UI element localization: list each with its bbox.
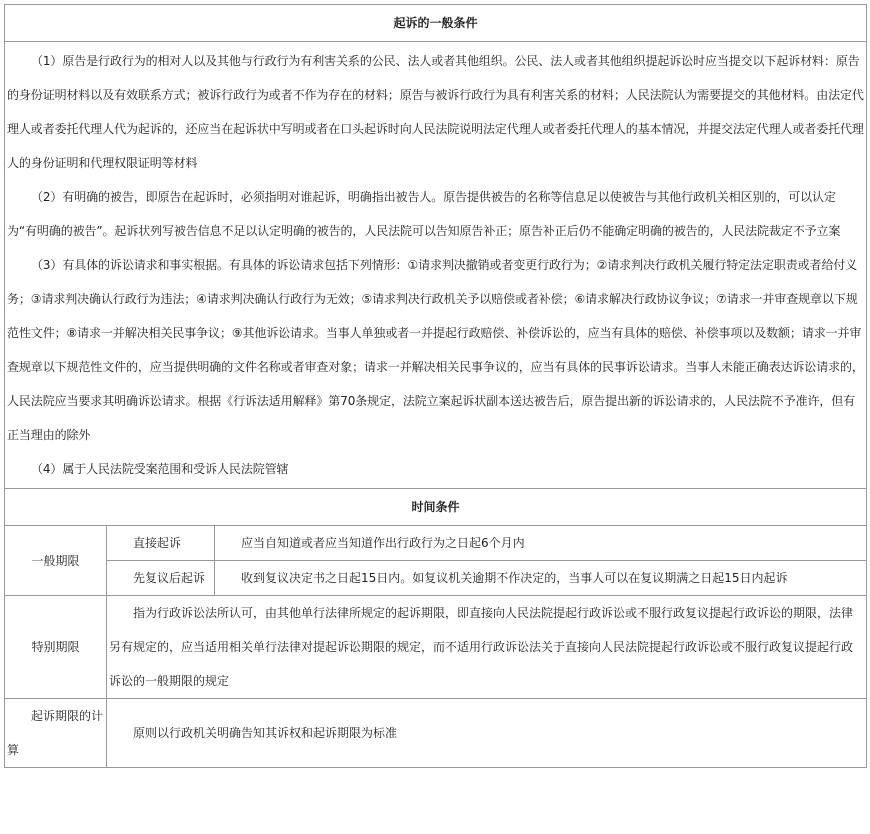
section2-title: 时间条件 <box>5 489 867 526</box>
general-review-row <box>5 561 867 596</box>
direct-suit-label: 直接起诉 <box>107 526 215 561</box>
special-period-row <box>5 596 867 699</box>
condition-paragraph-1: （1）原告是行政行为的相对人以及其他与行政行为有利害关系的公民、法人或者其他组织。公民、法人或者其他组织提起诉讼时应当提交以下起诉材料：原告的身份证明材料以及有效联系方式；被诉行政行为或者不作为存在的材料；原告与被诉行政行为具有利害关系的材料；人民法院认为需要提交的其他材料。由法定代理人或者委托代理人代为起诉的，还应当在起诉状中写明或者在口头起诉时向人民法院说明法定代理人或者委托代理人的基本情况，并提交法定代理人或者委托代理人的身份证明和代理权限证明等材料 <box>7 54 864 170</box>
condition-paragraph-2: （2）有明确的被告，即原告在起诉时，必须指明对谁起诉，明确指出被告人。原告提供被告的名称等信息足以使被告与其他行政机关相区别的，可以认定为“有明确的被告”。起诉状列写被告信息不足以认定明确的被告的，人民法院可以告知原告补正；原告补正后仍不能确定明确的被告的，人民法院裁定不予立案 <box>7 190 841 238</box>
review-first-content: 收到复议决定书之日起15日内。如复议机关逾期不作决定的，当事人可以在复议期满之日起15日内起诉 <box>215 561 867 596</box>
calc-period-content: 原则以行政机关明确告知其诉权和起诉期限为标准 <box>107 699 867 768</box>
general-direct-row <box>5 526 867 561</box>
section1-body-row <box>5 42 867 489</box>
review-first-label: 先复议后起诉 <box>107 561 215 596</box>
special-period-content: 指为行政诉讼法所认可，由其他单行法律所规定的起诉期限，即直接向人民法院提起行政诉讼或不服行政复议提起行政诉讼的期限，法律另有规定的，应当适用相关单行法律对提起诉讼期限的规定，而不适用行政诉讼法关于直接向人民法院提起行政诉讼或不服行政复议提起行政诉讼的一般期限的规定 <box>107 596 867 699</box>
section2-header-row <box>5 489 867 526</box>
special-period-label: 特别期限 <box>5 596 107 699</box>
conditions-table <box>4 4 867 768</box>
direct-suit-content: 应当自知道或者应当知道作出行政行为之日起6个月内 <box>215 526 867 561</box>
general-period-label: 一般期限 <box>5 526 107 596</box>
condition-paragraph-3: （3）有具体的诉讼请求和事实根据。有具体的诉讼请求包括下列情形：①请求判决撤销或者变更行政行为；②请求判决行政机关履行特定法定职责或者给付义务；③请求判决确认行政行为违法；④请求判决确认行政行为无效；⑤请求判决行政机关予以赔偿或者补偿；⑥请求解决行政协议争议；⑦请求一并审查规章以下规范性文件；⑧请求一并解决相关民事争议；⑨其他诉讼请求。当事人单独或者一并提起行政赔偿、补偿诉讼的，应当有具体的赔偿、补偿事项以及数额；请求一并审查规章以下规范性文件的，应当提供明确的文件名称或者审查对象；请求一并解决相关民事争议的，应当有具体的民事诉讼请求。当事人未能正确表达诉讼请求的，人民法院应当要求其明确诉讼请求。根据《行诉法适用解释》第70条规定，法院立案起诉状副本送达被告后，原告提出新的诉讼请求的，人民法院不予准许，但有正当理由的除外 <box>7 258 864 442</box>
calc-period-row <box>5 699 867 768</box>
calc-period-label: 起诉期限的计算 <box>5 699 107 768</box>
section1-title: 起诉的一般条件 <box>5 5 867 42</box>
section1-header-row <box>5 5 867 42</box>
condition-paragraph-4: （4）属于人民法院受案范围和受诉人民法院管辖 <box>31 462 289 476</box>
section1-body <box>5 42 867 489</box>
